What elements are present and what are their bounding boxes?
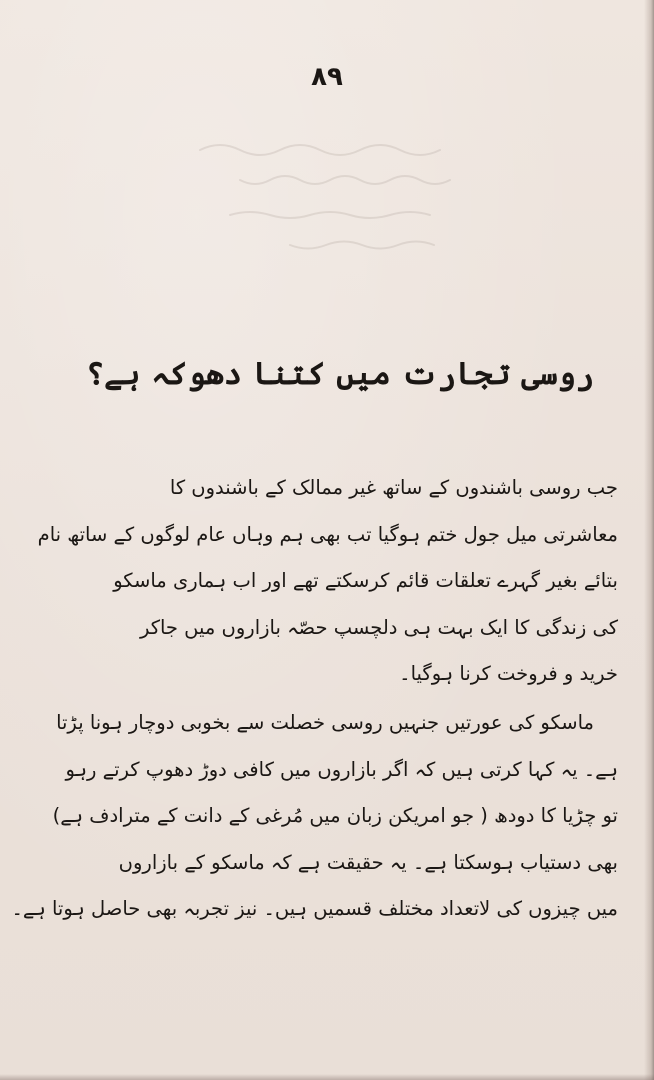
paragraph-2 (11, 700, 618, 933)
text-line: خرید و فروخت کرنا ہوگیا۔ (399, 662, 618, 685)
text-line: ماسکو کی عورتیں جنہیں روسی خصلت سے بخوبی دوچار ہونا پڑتا (56, 711, 594, 734)
chapter-title: روسی تجارت میں کتنا دھوکہ ہے؟ (85, 356, 595, 392)
text-line: بھی دستیاب ہوسکتا ہے۔ یہ حقیقت ہے کہ ماسکو کے بازاروں (118, 850, 618, 874)
page-number: ۸۹ (311, 62, 343, 92)
text-line: ہے۔ یہ کہا کرتی ہیں کہ اگر بازاروں میں کافی دوڑ دھوپ کرتے رہو (65, 757, 618, 781)
page-bottom-shadow (0, 1074, 654, 1080)
text-line: بتائے بغیر گہرے تعلقات قائم کرسکتے تھے اور اب ہماری ماسکو (113, 569, 618, 592)
page-edge-shadow (644, 0, 654, 1080)
text-line: جب روسی باشندوں کے ساتھ غیر ممالک کے باشندوں کا (169, 476, 618, 499)
text-line: میں چیزوں کی لاتعداد مختلف قسمیں ہیں۔ نیز تجربہ بھی حاصل ہوتا ہے۔ (11, 897, 618, 920)
paragraph-1 (37, 465, 618, 698)
text-line: تو چڑیا کا دودھ ( جو امریکن زبان میں مُرغی کے دانت کے مترادف ہے) (52, 804, 618, 827)
show-through-strokes (170, 110, 630, 310)
show-through-text (170, 110, 630, 310)
text-line: معاشرتی میل جول ختم ہوگیا تب بھی ہم وہاں عام لوگوں کے ساتھ نام (37, 522, 618, 546)
text-line: کی زندگی کا ایک بہت ہی دلچسپ حصّہ بازاروں میں جاکر (139, 615, 618, 639)
